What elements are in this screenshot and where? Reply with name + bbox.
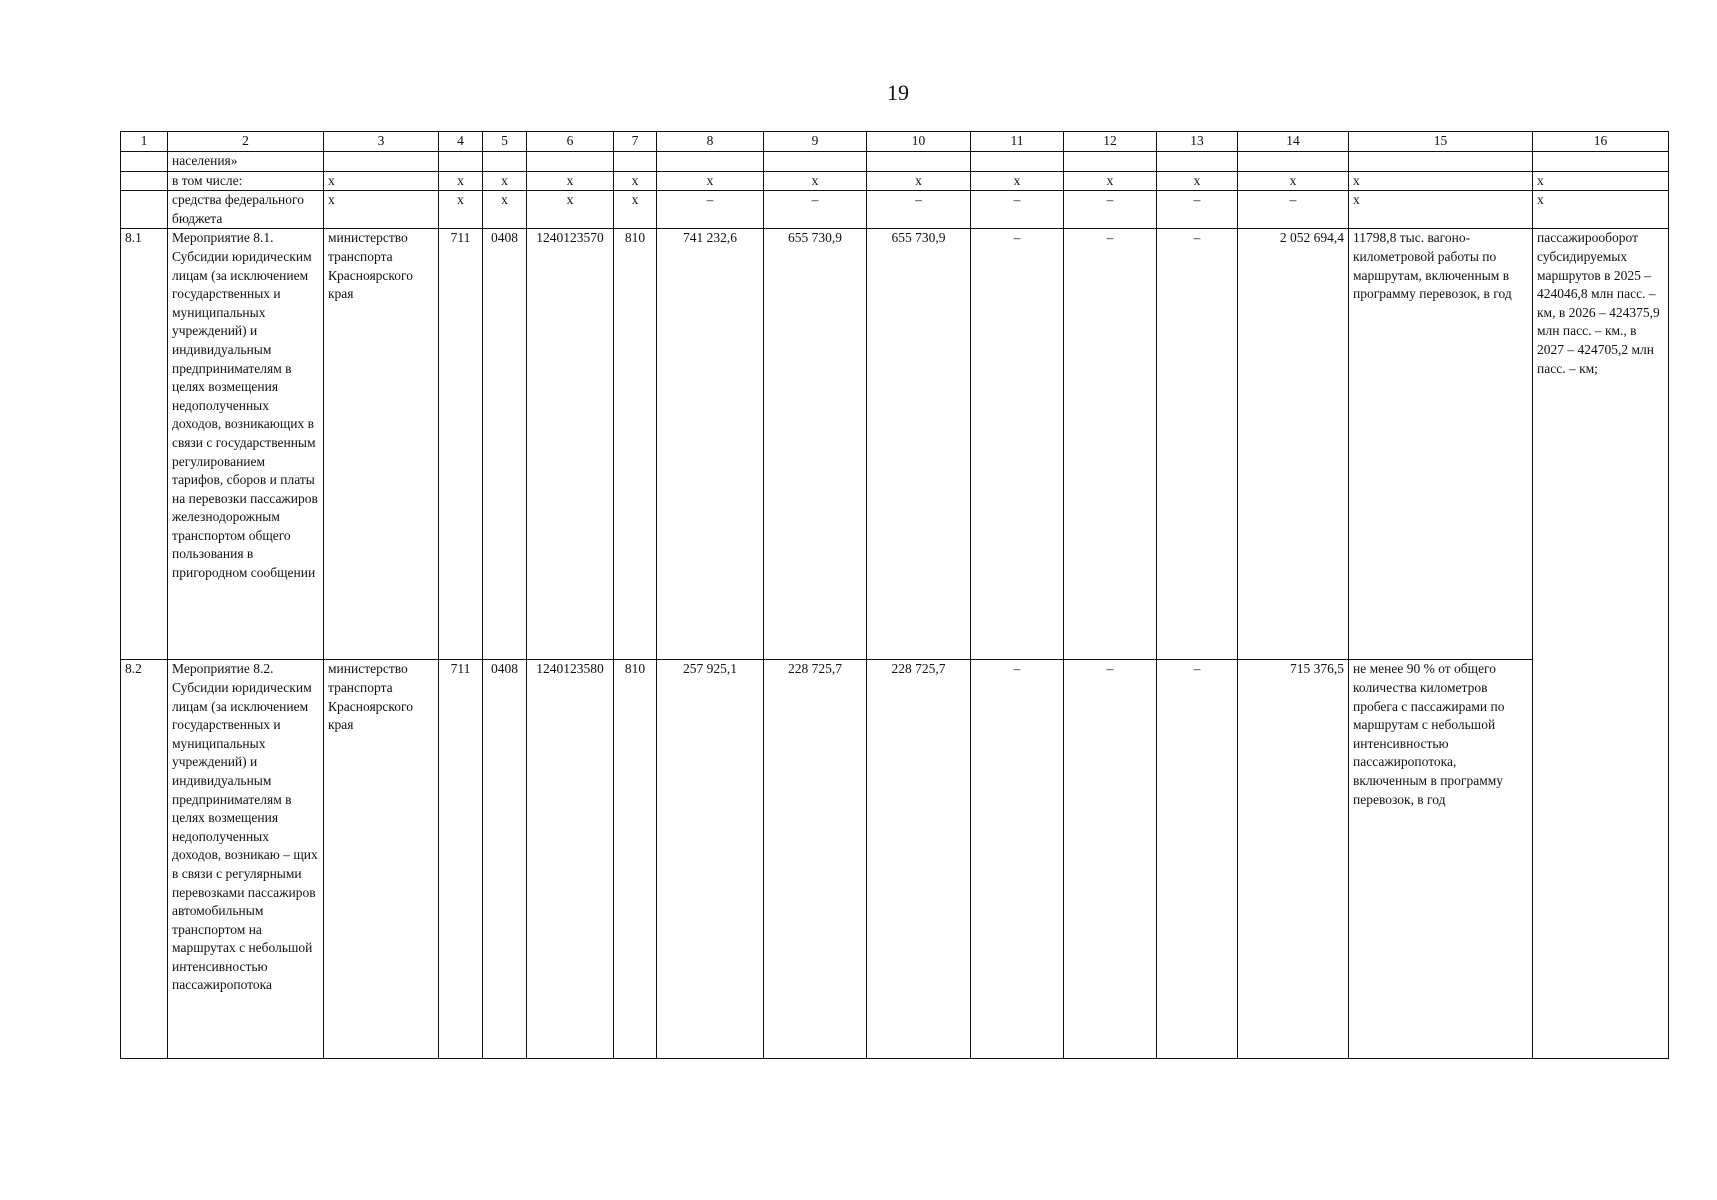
table-cell: – bbox=[764, 191, 867, 229]
amount-total: 715 376,5 bbox=[1238, 660, 1349, 1059]
table-cell bbox=[614, 152, 657, 172]
header-cell: 3 bbox=[324, 132, 439, 152]
amount-2025: 741 232,6 bbox=[657, 229, 764, 660]
csr-code: 1240123580 bbox=[527, 660, 614, 1059]
table-cell: x bbox=[867, 171, 971, 191]
table-row bbox=[121, 152, 1669, 172]
executor: министерство транспорта Красноярского края bbox=[324, 229, 439, 660]
table-cell bbox=[867, 152, 971, 172]
budget-table bbox=[120, 131, 1669, 1059]
table-cell: x bbox=[1349, 171, 1533, 191]
table-cell: – bbox=[1157, 660, 1238, 1059]
header-cell: 16 bbox=[1533, 132, 1669, 152]
header-cell: 5 bbox=[483, 132, 527, 152]
table-header-row bbox=[121, 132, 1669, 152]
amount-2026: 655 730,9 bbox=[764, 229, 867, 660]
table-cell bbox=[971, 152, 1064, 172]
header-cell: 7 bbox=[614, 132, 657, 152]
table-row bbox=[121, 191, 1669, 229]
table-cell: x bbox=[1349, 191, 1533, 229]
table-cell: – bbox=[971, 191, 1064, 229]
table-cell: – bbox=[1157, 191, 1238, 229]
amount-total: 2 052 694,4 bbox=[1238, 229, 1349, 660]
table-row bbox=[121, 171, 1669, 191]
header-cell: 1 bbox=[121, 132, 168, 152]
table-cell: – bbox=[971, 660, 1064, 1059]
amount-2025: 257 925,1 bbox=[657, 660, 764, 1059]
expected-result: 11798,8 тыс. вагоно-километровой работы по маршрутам, включенным в программу перевозок, в год bbox=[1349, 229, 1533, 660]
table-cell: x bbox=[1238, 171, 1349, 191]
table-cell: – bbox=[1064, 660, 1157, 1059]
header-cell: 15 bbox=[1349, 132, 1533, 152]
amount-2027: 228 725,7 bbox=[867, 660, 971, 1059]
vr-code: 810 bbox=[614, 229, 657, 660]
table-cell: x bbox=[439, 171, 483, 191]
table-row-8-1 bbox=[121, 229, 1669, 660]
csr-code: 1240123570 bbox=[527, 229, 614, 660]
table-cell: x bbox=[657, 171, 764, 191]
indicator-cell: пассажирооборот субсидируемых маршрутов в 2025 – 424046,8 млн пасс. – км, в 2026 – 424375,9 млн пасс. – км., в 2027 – 424705,2 млн пасс. – км; bbox=[1533, 229, 1669, 1059]
table-cell: – bbox=[657, 191, 764, 229]
grbs-code: 711 bbox=[439, 229, 483, 660]
table-cell: x bbox=[764, 171, 867, 191]
table-cell: – bbox=[1064, 191, 1157, 229]
table-cell bbox=[527, 152, 614, 172]
table-cell: – bbox=[1238, 191, 1349, 229]
table-cell bbox=[439, 152, 483, 172]
header-cell: 4 bbox=[439, 132, 483, 152]
row-number: 8.1 bbox=[121, 229, 168, 660]
header-cell: 11 bbox=[971, 132, 1064, 152]
header-cell: 8 bbox=[657, 132, 764, 152]
measure-name: Мероприятие 8.1. Субсидии юридическим лицам (за исключением государственных и муниципальных учреждений) и индивидуальным предпринимателям в целях возмещения недополученных доходов, возникающих в связи с государственным регулированием тарифов, сборов и платы на перевозки пассажиров железнодорожным транспортом общего пользования в пригородном сообщении bbox=[168, 229, 324, 660]
executor: министерство транспорта Красноярского края bbox=[324, 660, 439, 1059]
table-cell bbox=[764, 152, 867, 172]
rzpr-code: 0408 bbox=[483, 660, 527, 1059]
table-cell bbox=[1349, 152, 1533, 172]
table-cell bbox=[1533, 152, 1669, 172]
rzpr-code: 0408 bbox=[483, 229, 527, 660]
table-cell: x bbox=[324, 171, 439, 191]
table-cell: средства федерального бюджета bbox=[168, 191, 324, 229]
table-cell: – bbox=[867, 191, 971, 229]
header-cell: 13 bbox=[1157, 132, 1238, 152]
measure-name: Мероприятие 8.2. Субсидии юридическим лицам (за исключением государственных и муниципальных учреждений) и индивидуальным предпринимателям в целях возмещения недополученных доходов, возникаю – щих в связи с регулярными перевозками пассажиров автомобильным транспортом на маршрутах с небольшой интенсивностью пассажиропотока bbox=[168, 660, 324, 1059]
header-cell: 9 bbox=[764, 132, 867, 152]
table-row-8-2 bbox=[121, 660, 1669, 1059]
amount-2026: 228 725,7 bbox=[764, 660, 867, 1059]
header-cell: 6 bbox=[527, 132, 614, 152]
table-cell bbox=[121, 191, 168, 229]
table-cell: – bbox=[971, 229, 1064, 660]
table-cell: x bbox=[483, 191, 527, 229]
row-number: 8.2 bbox=[121, 660, 168, 1059]
header-cell: 14 bbox=[1238, 132, 1349, 152]
page-number: 19 bbox=[887, 80, 909, 105]
table-cell bbox=[121, 171, 168, 191]
table-cell: x bbox=[527, 191, 614, 229]
table-cell bbox=[1064, 152, 1157, 172]
table-cell: x bbox=[614, 191, 657, 229]
header-cell: 10 bbox=[867, 132, 971, 152]
table-cell bbox=[1238, 152, 1349, 172]
expected-result: не менее 90 % от общего количества километров пробега с пассажирами по маршрутам с небольшой интенсивностью пассажиропотока, включенным в программу перевозок, в год bbox=[1349, 660, 1533, 1059]
table-cell: в том числе: bbox=[168, 171, 324, 191]
table-cell: – bbox=[1064, 229, 1157, 660]
grbs-code: 711 bbox=[439, 660, 483, 1059]
table-cell: x bbox=[483, 171, 527, 191]
table-cell bbox=[121, 152, 168, 172]
table-cell bbox=[657, 152, 764, 172]
table-cell bbox=[324, 152, 439, 172]
table-cell: x bbox=[1157, 171, 1238, 191]
table-cell: x bbox=[1064, 171, 1157, 191]
table-cell: x bbox=[324, 191, 439, 229]
table-cell bbox=[483, 152, 527, 172]
table-cell: x bbox=[614, 171, 657, 191]
table-cell: – bbox=[1157, 229, 1238, 660]
vr-code: 810 bbox=[614, 660, 657, 1059]
table-cell: x bbox=[971, 171, 1064, 191]
header-cell: 2 bbox=[168, 132, 324, 152]
amount-2027: 655 730,9 bbox=[867, 229, 971, 660]
table-cell: x bbox=[527, 171, 614, 191]
table-cell: x bbox=[1533, 171, 1669, 191]
header-cell: 12 bbox=[1064, 132, 1157, 152]
table-cell: x bbox=[439, 191, 483, 229]
table-cell bbox=[1157, 152, 1238, 172]
table-cell: x bbox=[1533, 191, 1669, 229]
table-cell: населения» bbox=[168, 152, 324, 172]
